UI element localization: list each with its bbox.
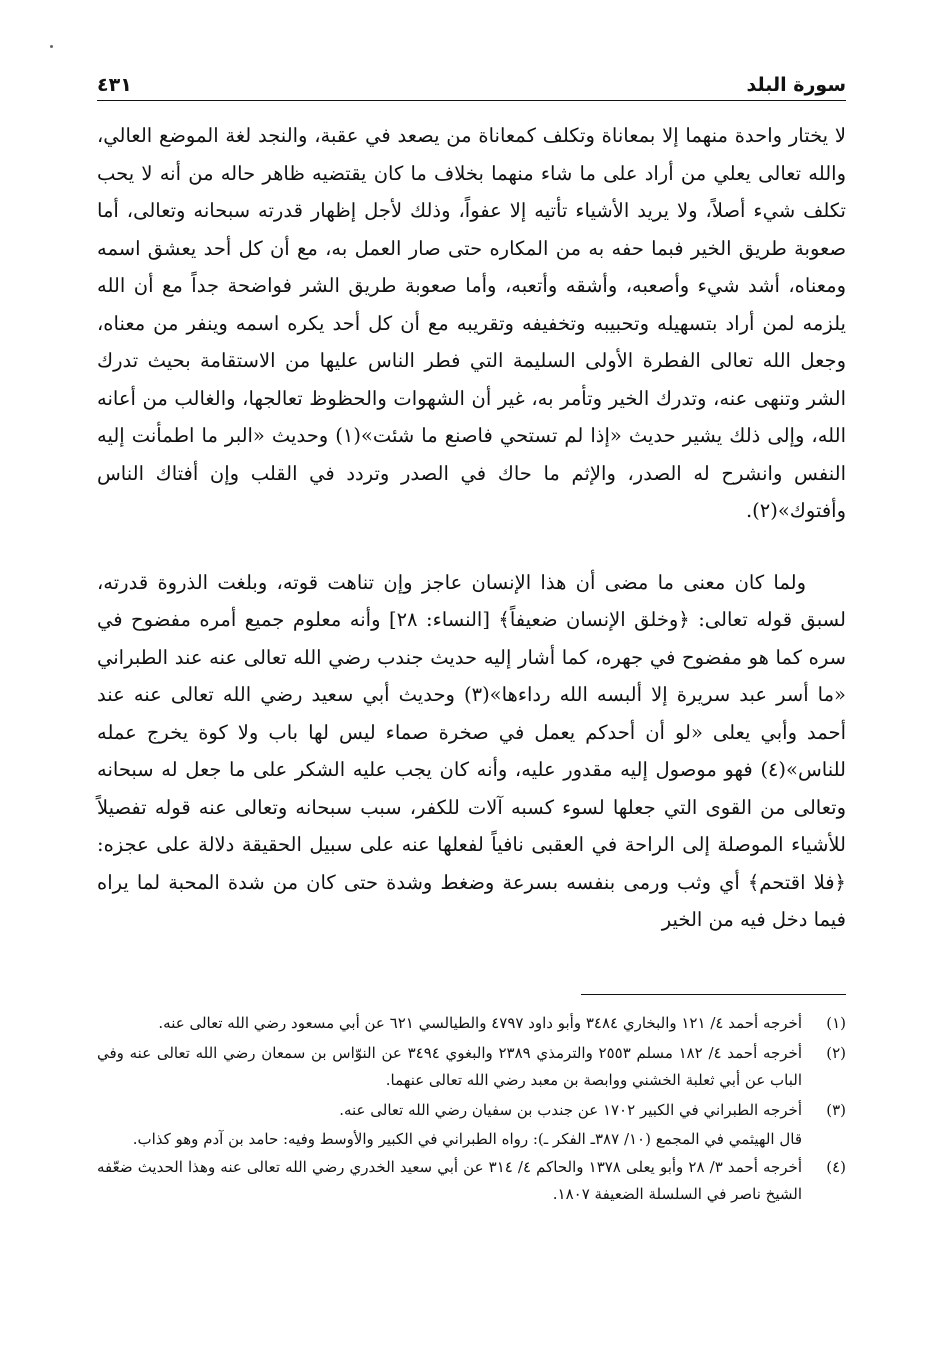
running-header bbox=[97, 66, 846, 101]
footnote bbox=[97, 1040, 846, 1095]
page-number: ٤٣١ bbox=[97, 74, 132, 96]
footnote-divider bbox=[581, 994, 846, 995]
footnote-number: (٣) bbox=[826, 1100, 846, 1119]
footnote-number: (٢) bbox=[826, 1043, 846, 1062]
footnote bbox=[97, 1010, 846, 1038]
footnote-text: أخرجه أحمد ٤/ ١٨٢ مسلم ٢٥٥٣ والترمذي ٢٣٨٩ والبغوي ٣٤٩٤ عن النوّاس بن سمعان رضي الله تعالى عنه وفي الباب عن أبي ثعلبة الخشني ووابصة بن معبد رضي الله تعالى عنهما. bbox=[97, 1043, 802, 1089]
paragraph: ولما كان معنى ما مضى أن هذا الإنسان عاجز وإن تناهت قوته، وبلغت الذروة قدرته، لسبق قوله تعالى: ﴿وخلق الإنسان ضعيفاً﴾ [النساء: ٢٨] وأنه معلوم جميع أمره مفضوح في سره كما هو مفضوح في جهره، كما أشار إليه حديث جندب رضي الله تعالى عنه عند الطبراني «ما أسر عبد سريرة إلا ألبسه الله رداءها»(٣) وحديث أبي سعيد رضي الله تعالى عنه عند أحمد وأبي يعلى «لو أن أحدكم يعمل في صخرة صماء ليس لها باب ولا كوة يخرج عمله للناس»(٤) فهو موصول إليه مقدور عليه، وأنه كان يجب عليه الشكر على ما جعل له سبحانه وتعالى من القوى التي جعلها لسوء كسبه آلات للكفر، سبب سبحانه وتعالى عنه قوله تفصيلاً للأشياء الموصلة إلى الراحة في العقبى نافياً لفعلها عنه على سبيل الحقيقة دلالة على عجزه: ﴿فلا اقتحم﴾ أي وثب ورمى بنفسه بسرعة وضغط وشدة حتى كان من شدة المحبة لما يراه فيما دخل فيه من الخير bbox=[97, 570, 846, 931]
footnote bbox=[97, 1097, 846, 1125]
margin-mark bbox=[50, 45, 53, 48]
main-text bbox=[97, 117, 846, 939]
footnote bbox=[97, 1154, 846, 1209]
paragraph: لا يختار واحدة منهما إلا بمعاناة وتكلف كمعاناة من يصعد في عقبة، والنجد لغة الموضع العالي، والله تعالى يعلي من أراد على ما شاء منهما بخلاف ما كان يقتضيه ظاهر حاله من أنه لا يحب تكلف شيء أصلاً، ولا يريد الأشياء تأتيه إلا عفواً، وذلك لأجل إظهار قدرته سبحانه وتعالى، أما صعوبة طريق الخير فبما حفه به من المكاره حتى صار العمل به، مع أن كل أحد يعشق اسمه ومعناه، أشد شيء وأصعبه، وأشقه وأتعبه، وأما صعوبة طريق الشر فواضحة جداً مع أن الله يلزمه لمن أراد بتسهيله وتحبيبه وتخفيفه وتقريبه مع أن كل أحد يكره اسمه وينفر من معناه، وجعل الله تعالى الفطرة الأولى السليمة التي فطر الناس عليها من الاستقامة بحيث تدرك الشر وتنهى عنه، وتدرك الخير وتأمر به، غير أن الشهوات والحظوظ تعالجها، والغالب من أعانه الله، وإلى ذلك يشير حديث «إذا لم تستحي فاصنع ما شئت»(١) وحديث «البر ما اطمأنت إليه النفس وانشرح له الصدر، والإثم ما حاك في الصدر وتردد في القلب وإن أفتاك الناس وأفتوك»(٢). bbox=[97, 124, 846, 522]
footnote-text: أخرجه أحمد ٣/ ٢٨ وأبو يعلى ١٣٧٨ والحاكم ٤/ ٣١٤ عن أبي سعيد الخدري رضي الله تعالى عنه وهذا الحديث ضعّفه الشيخ ناصر في السلسلة الضعيفة ١٨٠٧. bbox=[97, 1157, 802, 1203]
footnote-continuation: قال الهيثمي في المجمع (١٠/ ٣٨٧ـ الفكر ـ): رواه الطبراني في الكبير والأوسط وفيه: حامد بن آدم وهو كذاب. bbox=[132, 1130, 802, 1148]
footnote-text: أخرجه أحمد ٤/ ١٢١ والبخاري ٣٤٨٤ وأبو داود ٤٧٩٧ والطيالسي ٦٢١ عن أبي مسعود رضي الله تعالى عنه. bbox=[158, 1014, 802, 1032]
footnote-text: أخرجه الطبراني في الكبير ١٧٠٢ عن جندب بن سفيان رضي الله تعالى عنه. bbox=[339, 1100, 802, 1119]
footnote-number: (١) bbox=[826, 1014, 846, 1032]
footnotes bbox=[97, 1010, 846, 1211]
footnote-number: (٤) bbox=[826, 1157, 846, 1176]
surah-title: سورة البلد bbox=[746, 74, 846, 96]
